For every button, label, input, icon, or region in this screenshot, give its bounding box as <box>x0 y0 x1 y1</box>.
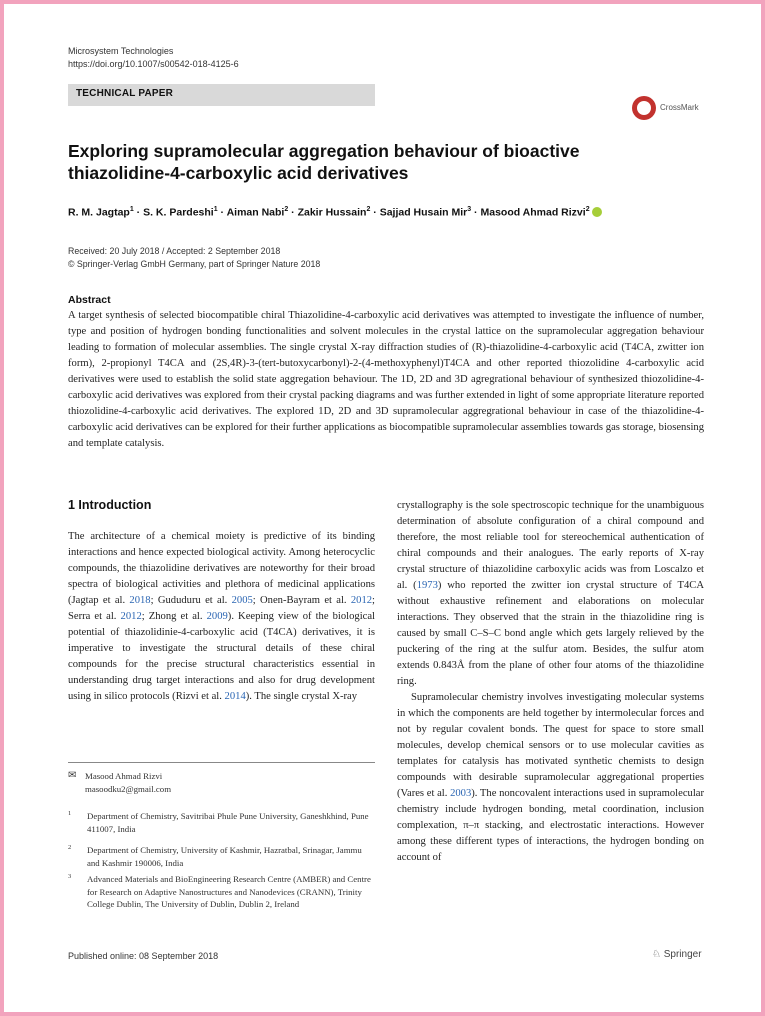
citation-link[interactable]: 2003 <box>450 788 472 799</box>
body-text: ). The noncovalent interactions used in supramolecular chemistry include hydrogen bonding, metal coordination, inclusion complexation, π–π stacking, and electrostatic interactions. However among these different types of interactions, the hydrogen bonding on account of <box>397 788 704 863</box>
intro-paragraph <box>397 690 704 866</box>
publisher-logo <box>652 949 702 960</box>
affiliation-number: 1 <box>68 810 72 817</box>
doi-link[interactable]: https://doi.org/10.1007/s00542-018-4125-6 <box>68 59 239 69</box>
citation-link[interactable]: 2014 <box>224 691 246 702</box>
received-accepted: Received: 20 July 2018 / Accepted: 2 September 2018 <box>68 246 281 256</box>
body-text: ). Keeping view of the biological potential of thiazolidinie-4-carboxylic acid (T4CA) derivatives, it is imperative to investigate the structural details of these chiral compounds for the precise structural characteristics essential in understanding drug target interactions and also for drug development using in silico protocols (Rizvi et al. <box>68 611 375 702</box>
citation-link[interactable]: 2018 <box>129 595 151 606</box>
affiliation-text: Advanced Materials and BioEngineering Research Centre (AMBER) and Centre for Research on Adaptive Nanostructures and Nanodevices (CRANN), Trinity College Dublin, The University of Dublin, Dublin 2, Ireland <box>87 874 371 909</box>
journal-header <box>68 45 239 71</box>
journal-name: Microsystem Technologies <box>68 46 174 56</box>
crossmark-label: CrossMark <box>660 103 699 112</box>
intro-paragraph <box>397 498 704 690</box>
copyright-line: © Springer-Verlag GmbH Germany, part of Springer Nature 2018 <box>68 259 321 269</box>
article-type-bar <box>68 84 375 106</box>
author-name[interactable]: Sajjad Husain Mir <box>379 206 468 219</box>
affiliation-text: Department of Chemistry, University of Kashmir, Hazratbal, Srinagar, Jammu and Kashmir 190006, India <box>87 845 362 868</box>
body-text: The architecture of a chemical moiety is predictive of its binding interactions and hence expected biological activity. Among heterocyclic compounds, the thiazolidine derivatives are noteworthy for their broad spectra of biological activities and plethora of medicinal applications (Jagtap et al. <box>68 531 375 606</box>
paper-title <box>68 140 668 184</box>
intro-left-column <box>68 529 375 705</box>
corresponding-email[interactable]: masoodku2@gmail.com <box>85 783 172 794</box>
author-affiliation: 3 <box>467 206 472 213</box>
intro-right-column <box>397 498 704 866</box>
body-text: ). The single crystal X-ray <box>245 691 358 702</box>
horse-icon: ♘ <box>652 949 661 960</box>
author-name[interactable]: S. K. Pardeshi <box>143 206 214 219</box>
author-list: R. M. Jagtap$^1$ · S. K. Pardeshi$^1$ · Aiman Nabi$^2$ · Zakir Hussain$^2$ · Sajjad Husain Mir$^3$ · Masood Ahmad Rizvi$^2$ <box>68 206 708 219</box>
body-text: Supramolecular chemistry involves investigating molecular systems in which the components are held together by intermolecular forces and not by regular covalent bonds. The quest for space to store small molecules, develop chemical sensors or to use molecular cavities as templates for catalysis has motivated synthetic chemists to design compounds with desirable supramolecular aggregational properties (Vares et al. <box>397 692 704 799</box>
citation-link[interactable]: 2005 <box>231 595 253 606</box>
author-name[interactable]: Zakir Hussain <box>297 206 367 219</box>
affiliation-text: Department of Chemistry, Savitribai Phule Pune University, Ganeshkhind, Pune 411007, India <box>87 811 369 834</box>
abstract-heading: Abstract <box>68 294 111 306</box>
body-text: crystallography is the sole spectroscopic technique for the unambiguous determination of absolute configuration of a chiral compound and therefore, the most reliable tool for stereochemical authentication of chiral compounds and their analogues. The early reports of X-ray crystal structure of thiazolidine carboxylic acids was from Loscalzo et al. ( <box>397 500 704 591</box>
author-affiliation: 1 <box>213 206 218 213</box>
affiliation-number: 2 <box>68 844 72 851</box>
orcid-icon[interactable] <box>592 207 602 217</box>
citation-link[interactable]: 2012 <box>120 611 142 622</box>
affiliation-number: 3 <box>68 873 72 880</box>
body-text: ; Serra et al. <box>68 595 375 622</box>
title-line-1: Exploring supramolecular aggregation behaviour of bioactive <box>68 141 580 161</box>
author-affiliation: 1 <box>129 206 134 213</box>
body-text: ; Onen-Bayram et al. <box>252 595 351 606</box>
body-text: ; Zhong et al. <box>141 611 207 622</box>
section-heading: 1 Introduction <box>68 498 152 512</box>
author-affiliation: 2 <box>284 206 289 213</box>
intro-paragraph <box>68 529 375 705</box>
citation-link[interactable]: 1973 <box>416 580 438 591</box>
author-affiliation: 2 <box>585 206 590 213</box>
crossmark-badge[interactable] <box>632 96 732 124</box>
published-online: Published online: 08 September 2018 <box>68 951 219 961</box>
footnote-divider <box>68 762 375 763</box>
citation-link[interactable]: 2012 <box>350 595 373 606</box>
article-type: TECHNICAL PAPER <box>76 88 174 99</box>
title-line-2: thiazolidine-4-carboxylic acid derivatives <box>68 163 409 183</box>
corresponding-name: Masood Ahmad Rizvi <box>85 771 163 781</box>
body-text: ) who reported the zwitter ion crystal structure of T4CA without exhaustive refinement and elaborations on molecular interactions. They observed that the strain in the thiazolidine ring is caused by small C–S–C bond angle which gets largely relieved by the puckering of the ring at the sulfur atom. Besides, the sulfur atom extends 0.843Å from the plane of other four atoms of the thiazolidine ring. <box>397 580 704 687</box>
envelope-icon: ✉ <box>68 770 77 781</box>
citation-link[interactable]: 2009 <box>206 611 228 622</box>
author-affiliation: 2 <box>366 206 371 213</box>
body-text: ; Gududuru et al. <box>150 595 232 606</box>
publisher-name: Springer <box>663 949 702 960</box>
publication-dates <box>68 245 320 271</box>
author-name[interactable]: R. M. Jagtap <box>68 206 130 219</box>
author-name[interactable]: Masood Ahmad Rizvi <box>480 206 586 219</box>
author-name[interactable]: Aiman Nabi <box>226 206 285 219</box>
abstract-text: A target synthesis of selected biocompatible chiral Thiazolidine-4-carboxylic acid derivatives was attempted to investigate the influence of number, type and position of hydrogen bonding functionalities and solvent molecules in the crystal lattice on the supramolecular aggregation behaviour leading to formation of molecular assemblies. The single crystal X-ray diffraction studies of (R)-thiazolidine-4-carboxylic acid (T4CA, zwitter ion form), 2-propionyl T4CA and (2S,4R)-3-(tert-butoxycarbonyl)-2-(4-methoxyphenyl)T4CA and other reported thiozolidine 4-carboxylic acid derivatives were used to establish the solid state aggregation behaviour. The 1D, 2D and 3D agregrational behaviour of synthesized thiozolidine-4-carboxylic acid derivatives was explored from their crystal packing diagrams and was further extended in light of some appropriate literature reported thiozolidine-4-carboxylic acid derivatives. The explored 1D, 2D and 3D supramolecular aggregrational behaviour in case of the thiazolidine-4-carboxylic acid derivatives can be explored for their further applications as biocompatible supramolecular assemblies towards gas storage, biosensing and template catalysis. <box>68 310 704 449</box>
crossmark-icon <box>632 96 656 120</box>
